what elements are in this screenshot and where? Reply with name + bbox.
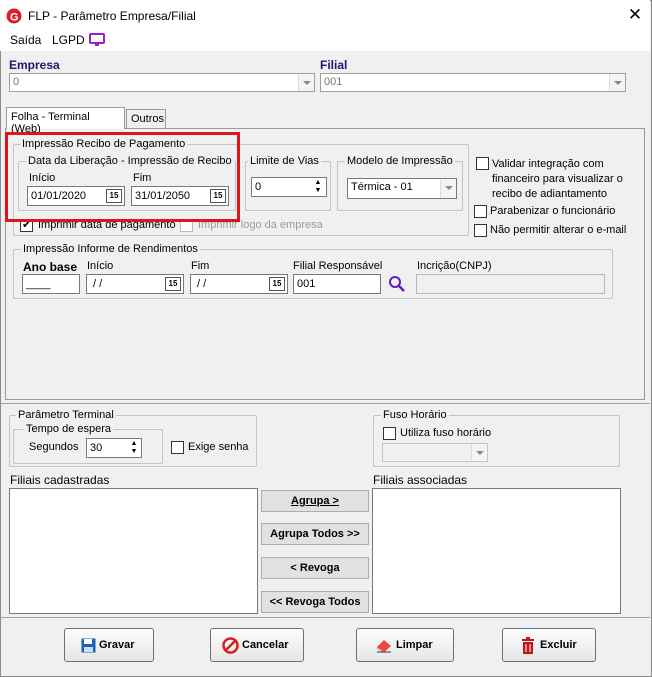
chevron-down-icon <box>471 444 487 461</box>
filial-label: Filial <box>320 58 348 72</box>
app-logo-icon <box>6 8 22 24</box>
monitor-icon[interactable] <box>89 33 105 47</box>
chevron-down-icon <box>298 74 314 91</box>
filial-value: 001 <box>324 76 343 88</box>
filiais-associadas-label: Filiais associadas <box>373 473 468 487</box>
fim-date-value: 31/01/2050 <box>135 190 191 202</box>
close-button[interactable]: ✕ <box>627 5 643 24</box>
calendar-icon[interactable]: 15 <box>269 277 285 291</box>
parabenizar-label: Parabenizar o funcionário <box>490 205 616 217</box>
footer-divider <box>0 617 650 618</box>
section-divider <box>0 403 650 404</box>
nao-permitir-email-label: Não permitir alterar o e-mail <box>490 224 627 236</box>
limite-vias-label: Limite de Vias <box>250 155 319 167</box>
menu-lgpd[interactable]: LGPD <box>52 33 85 47</box>
fim-label: Fim <box>133 172 152 184</box>
cancelar-label: Cancelar <box>242 639 289 651</box>
excluir-button[interactable] <box>502 628 596 662</box>
fuso-select[interactable] <box>382 443 488 462</box>
trash-icon <box>521 637 535 657</box>
informe-fim-value: / / <box>194 278 207 290</box>
calendar-icon[interactable]: 15 <box>106 189 122 203</box>
informe-group-label: Impressão Informe de Rendimentos <box>23 243 198 255</box>
data-liberacao-label: Data da Liberação - Impressão de Recibo <box>28 155 232 167</box>
revoga-button[interactable]: < Revoga <box>261 557 369 579</box>
calendar-icon[interactable]: 15 <box>210 189 226 203</box>
spin-arrows-icon[interactable]: ▲ ▼ <box>130 440 138 455</box>
validar-integracao-checkbox[interactable] <box>476 157 489 170</box>
imprimir-data-label: Imprimir data de pagamento <box>38 219 176 231</box>
chevron-down-icon <box>609 74 625 91</box>
empresa-select[interactable] <box>9 73 315 92</box>
exige-senha-checkbox[interactable] <box>171 441 184 454</box>
highlight-box <box>5 132 240 222</box>
gravar-button[interactable] <box>64 628 154 662</box>
calendar-icon[interactable]: 15 <box>165 277 181 291</box>
svg-text:G: G <box>10 11 19 24</box>
save-icon <box>81 638 96 656</box>
inicio-label: Início <box>29 172 56 184</box>
filial-select[interactable] <box>320 73 626 92</box>
filiais-associadas-list[interactable] <box>372 488 621 614</box>
modelo-label: Modelo de Impressão <box>347 155 453 167</box>
segundos-label: Segundos <box>29 441 79 453</box>
search-icon[interactable] <box>388 275 406 293</box>
filiais-cadastradas-list[interactable] <box>9 488 258 614</box>
utiliza-fuso-checkbox[interactable] <box>383 427 396 440</box>
tempo-espera-label: Tempo de espera <box>26 423 111 435</box>
menu-saida[interactable]: Saída <box>10 33 42 47</box>
limpar-label: Limpar <box>396 639 433 651</box>
cnpj-field[interactable] <box>416 274 605 294</box>
gravar-label: Gravar <box>99 639 135 651</box>
informe-inicio-value: / / <box>90 278 103 290</box>
tab-folha-terminal[interactable]: Folha - Terminal (Web) <box>6 107 125 129</box>
segundos-value: 30 <box>90 442 103 454</box>
limpar-button[interactable] <box>356 628 454 662</box>
filial-responsavel-label: Filial Responsável <box>293 260 383 272</box>
revoga-todos-button[interactable]: << Revoga Todos <box>261 591 369 613</box>
cancel-icon <box>222 637 239 657</box>
informe-inicio-label: Início <box>87 260 114 272</box>
parabenizar-checkbox[interactable] <box>474 205 487 218</box>
modelo-select[interactable] <box>347 178 457 199</box>
nao-permitir-email-checkbox[interactable] <box>474 224 487 237</box>
eraser-icon <box>375 637 393 656</box>
ano-base-label: Ano base <box>23 260 78 274</box>
cnpj-label: Incrição(CNPJ) <box>417 260 492 272</box>
agrupa-todos-button[interactable]: Agrupa Todos >> <box>261 523 369 545</box>
imprimir-logo-label: Imprimir logo da empresa <box>198 219 323 231</box>
exige-senha-label: Exige senha <box>188 441 249 453</box>
limite-vias-value: 0 <box>255 181 262 193</box>
empresa-label: Empresa <box>9 58 60 72</box>
cancelar-button[interactable] <box>210 628 304 662</box>
utiliza-fuso-label: Utiliza fuso horário <box>400 427 492 439</box>
chevron-down-icon <box>440 179 456 198</box>
window-title: FLP - Parâmetro Empresa/Filial <box>28 9 196 23</box>
filial-responsavel-field[interactable] <box>293 274 381 294</box>
excluir-label: Excluir <box>540 639 577 651</box>
modelo-value: Térmica - 01 <box>351 181 413 193</box>
recibo-group-label: Impressão Recibo de Pagamento <box>22 138 186 150</box>
terminal-group-label: Parâmetro Terminal <box>18 409 114 421</box>
ano-base-value: ____ <box>26 278 51 290</box>
filial-responsavel-value: 001 <box>297 278 316 290</box>
tab-outros[interactable]: Outros <box>126 109 166 129</box>
ano-base-field[interactable] <box>22 274 80 294</box>
validar-integracao-label: Validar integração com financeiro para visualizar o recibo de adiantamento <box>492 158 623 200</box>
agrupa-button[interactable]: Agrupa > <box>261 490 369 512</box>
fuso-group-label: Fuso Horário <box>383 409 447 421</box>
inicio-date-value: 01/01/2020 <box>31 190 87 202</box>
filiais-cadastradas-label: Filiais cadastradas <box>10 473 110 487</box>
spin-arrows-icon[interactable]: ▲ ▼ <box>314 179 322 194</box>
empresa-value: 0 <box>13 76 20 88</box>
informe-fim-label: Fim <box>191 260 210 272</box>
